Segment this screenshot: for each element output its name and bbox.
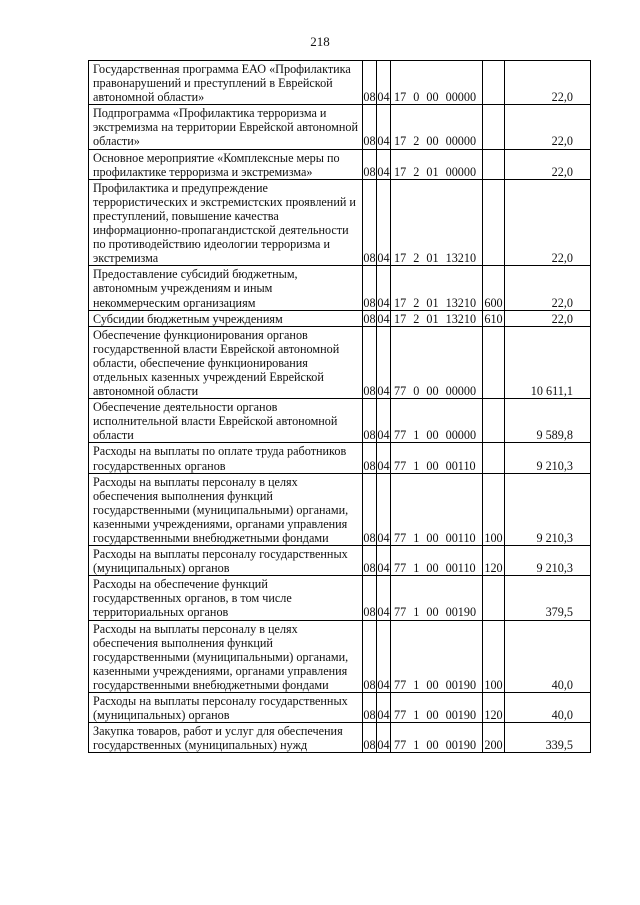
cell-sum: 10 611,1: [505, 326, 591, 398]
cell-vr: 100: [483, 620, 505, 692]
cell-pr: 04: [377, 61, 391, 105]
cell-name: Подпрограмма «Профилактика терроризма и экстремизма на территории Еврейской автономной области»: [89, 105, 363, 149]
cell-pr: 04: [377, 546, 391, 576]
cell-rz: 08: [363, 311, 376, 326]
cell-rz: 08: [363, 61, 377, 105]
cell-pr: 04: [377, 576, 391, 620]
cell-pr: 04: [377, 399, 391, 443]
cell-pr: 04: [377, 149, 391, 179]
cell-name: Расходы на выплаты персоналу в целях обеспечения выполнения функций государственными (муниципальными) органами, казенными учреждениями, органами управления государственными внебюджетными фондами: [89, 620, 363, 692]
cell-pr: 04: [377, 723, 391, 753]
table-row: [89, 443, 591, 473]
table-row: [89, 61, 591, 105]
cell-target: 77 1 00 00190: [391, 576, 483, 620]
cell-pr: 04: [377, 693, 391, 723]
budget-table-body: [89, 61, 591, 753]
cell-target: 77 1 00 00110: [391, 443, 483, 473]
cell-name: Расходы на выплаты персоналу в целях обеспечения выполнения функций государственными (муниципальными) органами, казенными учреждениями, органами управления государственными внебюджетными фондами: [89, 473, 363, 545]
cell-pr: 04: [377, 620, 391, 692]
cell-vr: [483, 149, 505, 179]
cell-pr: 04: [377, 473, 391, 545]
cell-name: Расходы на выплаты персоналу государственных (муниципальных) органов: [89, 693, 363, 723]
cell-rz: 08: [363, 326, 377, 398]
cell-target: 77 1 00 00190: [391, 693, 483, 723]
cell-target: 17 2 01 13210: [391, 266, 483, 310]
budget-table: [88, 60, 591, 753]
cell-vr: [483, 443, 505, 473]
page-number: 218: [310, 34, 330, 49]
cell-sum: 339,5: [505, 723, 591, 753]
table-row: [89, 723, 591, 753]
cell-sum: 9 210,3: [505, 473, 591, 545]
cell-vr: 120: [483, 546, 505, 576]
cell-rz: 08: [363, 266, 377, 310]
cell-vr: [483, 179, 505, 266]
cell-rz: 08: [363, 399, 377, 443]
cell-target: 77 1 00 00110: [391, 546, 483, 576]
cell-target: 77 1 00 00110: [391, 473, 483, 545]
cell-sum: 379,5: [505, 576, 591, 620]
cell-rz: 08: [363, 149, 377, 179]
cell-rz: 08: [363, 693, 377, 723]
cell-pr: 04: [377, 105, 391, 149]
cell-rz: 08: [363, 576, 377, 620]
cell-name: Расходы на выплаты персоналу государственных (муниципальных) органов: [89, 546, 363, 576]
cell-pr: 04: [377, 311, 390, 326]
cell-vr: [483, 326, 505, 398]
cell-sum: 40,0: [505, 620, 591, 692]
table-row: [89, 149, 591, 179]
table-row: [89, 310, 591, 326]
cell-sum: 22,0: [505, 179, 591, 266]
cell-vr: 600: [483, 266, 505, 310]
table-row: [89, 399, 591, 443]
cell-sum: 40,0: [505, 693, 591, 723]
table-row: [89, 105, 591, 149]
cell-name: Субсидии бюджетным учреждениям: [89, 310, 363, 326]
cell-sum: 22,0: [505, 310, 591, 326]
cell-name: Обеспечение функционирования органов государственной власти Еврейской автономной области, обеспечение функционирования отдельных казенных учреждений Еврейской автономной области: [89, 326, 363, 398]
cell-sum: 22,0: [505, 266, 591, 310]
cell-vr: [483, 105, 505, 149]
cell-pr: 04: [377, 443, 391, 473]
cell-rz: 08: [363, 723, 377, 753]
cell-rz: 08: [363, 443, 377, 473]
cell-name: Профилактика и предупреждение террористических и экстремистских проявлений и преступлений, повышение качества информационно-пропагандистской деятельности по противодействию идеологии терроризма и экстремизма: [89, 179, 363, 266]
cell-target: 77 1 00 00190: [391, 620, 483, 692]
cell-name: Предоставление субсидий бюджетным, автономным учреждениям и иным некоммерческим организациям: [89, 266, 363, 310]
table-row: [89, 620, 591, 692]
cell-vr: [483, 576, 505, 620]
cell-sum: 22,0: [505, 105, 591, 149]
table-row: [89, 179, 591, 266]
cell-sum: 9 210,3: [505, 546, 591, 576]
cell-rz: 08: [363, 473, 377, 545]
cell-name: Расходы на выплаты по оплате труда работников государственных органов: [89, 443, 363, 473]
cell-target: 77 0 00 00000: [391, 326, 483, 398]
cell-target: 77 1 00 00190: [391, 723, 483, 753]
cell-name: Государственная программа ЕАО «Профилактика правонарушений и преступлений в Еврейской автономной области»: [89, 61, 363, 105]
cell-vr: [483, 399, 505, 443]
cell-target: 77 1 00 00000: [391, 399, 483, 443]
table-row: [89, 473, 591, 545]
cell-name: Расходы на обеспечение функций государственных органов, в том числе территориальных органов: [89, 576, 363, 620]
table-row: [89, 266, 591, 310]
cell-target: 17 0 00 00000: [391, 61, 483, 105]
cell-sum: 9 210,3: [505, 443, 591, 473]
cell-pr: 04: [377, 179, 391, 266]
cell-target: 17 2 01 00000: [391, 149, 483, 179]
cell-vr: 200: [483, 723, 505, 753]
cell-rz: 08: [363, 105, 377, 149]
cell-rz: 08: [363, 546, 377, 576]
table-row: [89, 693, 591, 723]
cell-name: Обеспечение деятельности органов исполнительной власти Еврейской автономной области: [89, 399, 363, 443]
cell-name: Закупка товаров, работ и услуг для обеспечения государственных (муниципальных) нужд: [89, 723, 363, 753]
cell-sum: 9 589,8: [505, 399, 591, 443]
cell-sum: 22,0: [505, 149, 591, 179]
cell-rz: 08: [363, 620, 377, 692]
cell-vr: [483, 61, 505, 105]
cell-vr: 120: [483, 693, 505, 723]
cell-target: 17 2 01 13210: [391, 179, 483, 266]
cell-vr: 610: [484, 311, 503, 326]
table-row: [89, 546, 591, 576]
cell-rz: 08: [363, 179, 377, 266]
table-row: [89, 326, 591, 398]
cell-pr: 04: [377, 326, 391, 398]
cell-pr: 04: [377, 266, 391, 310]
cell-sum: 22,0: [505, 61, 591, 105]
cell-vr: 100: [483, 473, 505, 545]
cell-target: 17 2 01 13210: [391, 310, 483, 326]
table-row: [89, 576, 591, 620]
cell-name: Основное мероприятие «Комплексные меры по профилактике терроризма и экстремизма»: [89, 149, 363, 179]
cell-target: 17 2 00 00000: [391, 105, 483, 149]
